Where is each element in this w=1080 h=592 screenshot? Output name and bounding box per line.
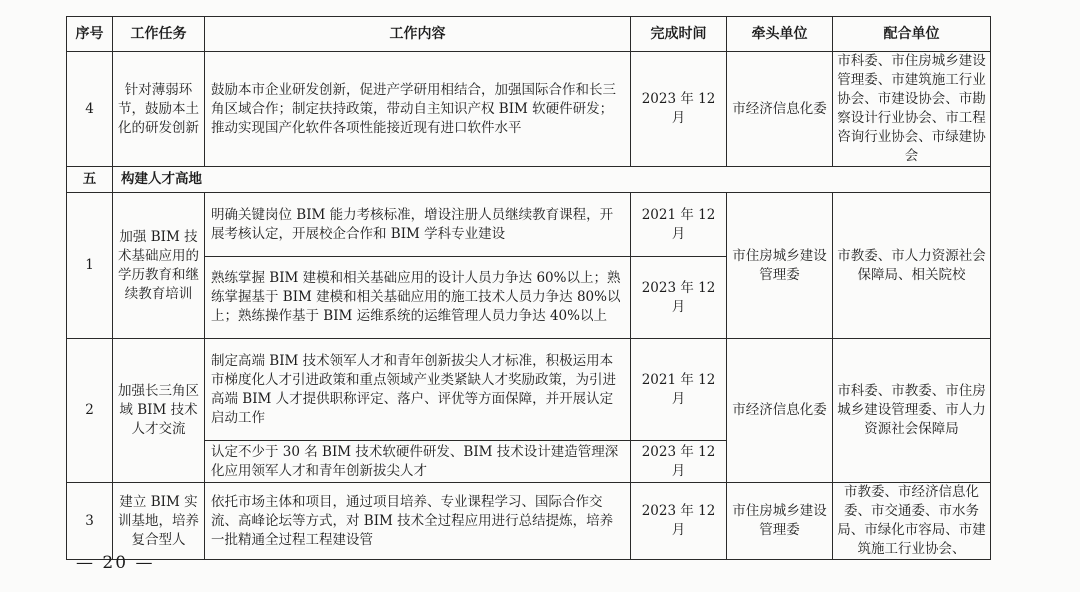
page-number: — 20 — — [76, 553, 155, 573]
table-row — [67, 483, 991, 560]
row-content-a: 制定高端 BIM 技术领军人才和青年创新拔尖人才标准，积极运用本市梯度化人才引进政策和重点领域产业类紧缺人才奖励政策，为引进高端 BIM 人才提供职称评定、落户、评优等方面保障，并开展认定启动工作 — [205, 339, 631, 441]
row-task: 针对薄弱环节，鼓励本土化的研发创新 — [113, 52, 205, 167]
row-content-b: 熟练掌握 BIM 建模和相关基础应用的设计人员力争达 60%以上；熟练掌握基于 BIM 建模和相关基础应用的施工技术人员力争达 80%以上；熟练操作基于 BIM 运维系统的运维管理人员力争达 40%以上 — [205, 257, 631, 339]
table-row — [67, 339, 991, 441]
row-content: 鼓励本市企业研发创新，促进产学研用相结合，加强国际合作和长三角区域合作；制定扶持政策，带动自主知识产权 BIM 软硬件研发；推动实现国产化软件各项性能接近现有进口软件水平 — [205, 52, 631, 167]
row-time: 2023 年 12 月 — [631, 52, 727, 167]
row-lead: 市经济信息化委 — [727, 52, 833, 167]
row-content-a: 明确关键岗位 BIM 能力考核标准，增设注册人员继续教育课程，开展考核认定，开展校企合作和 BIM 学科专业建设 — [205, 193, 631, 257]
section-num: 五 — [67, 167, 113, 193]
row-lead: 市经济信息化委 — [727, 339, 833, 483]
row-time-b: 2023 年 12 月 — [631, 257, 727, 339]
row-coop: 市科委、市住房城乡建设管理委、市建筑施工行业协会、市建设协会、市勘察设计行业协会、市工程咨询行业协会、市绿建协会 — [833, 52, 991, 167]
header-content: 工作内容 — [205, 17, 631, 52]
row-num: 4 — [67, 52, 113, 167]
row-coop: 市教委、市人力资源社会保障局、相关院校 — [833, 193, 991, 339]
section-title: 构建人才高地 — [113, 167, 991, 193]
row-content: 依托市场主体和项目，通过项目培养、专业课程学习、国际合作交流、高峰论坛等方式，对 BIM 技术全过程应用进行总结提炼，培养一批精通全过程工程建设管 — [205, 483, 631, 560]
row-coop: 市教委、市经济信息化委、市交通委、市水务局、市绿化市容局、市建筑施工行业协会、 — [833, 483, 991, 560]
row-coop: 市科委、市教委、市住房城乡建设管理委、市人力资源社会保障局 — [833, 339, 991, 483]
row-time-a: 2021 年 12 月 — [631, 339, 727, 441]
row-task: 加强长三角区域 BIM 技术人才交流 — [113, 339, 205, 483]
row-num: 3 — [67, 483, 113, 560]
row-lead: 市住房城乡建设管理委 — [727, 193, 833, 339]
header-coop: 配合单位 — [833, 17, 991, 52]
row-num: 1 — [67, 193, 113, 339]
row-time: 2023 年 12 月 — [631, 483, 727, 560]
header-lead: 牵头单位 — [727, 17, 833, 52]
row-time-a: 2021 年 12 月 — [631, 193, 727, 257]
row-task: 建立 BIM 实训基地，培养复合型人 — [113, 483, 205, 560]
row-num: 2 — [67, 339, 113, 483]
table-row — [67, 52, 991, 167]
row-task: 加强 BIM 技术基础应用的学历教育和继续教育培训 — [113, 193, 205, 339]
header-num: 序号 — [67, 17, 113, 52]
task-table — [66, 16, 991, 560]
section-row — [67, 167, 991, 193]
header-task: 工作任务 — [113, 17, 205, 52]
row-content-b: 认定不少于 30 名 BIM 技术软硬件研发、BIM 技术设计建造管理深化应用领军人才和青年创新拔尖人才 — [205, 441, 631, 483]
table-row — [67, 193, 991, 257]
header-time: 完成时间 — [631, 17, 727, 52]
row-lead: 市住房城乡建设管理委 — [727, 483, 833, 560]
header-row — [67, 17, 991, 52]
row-time-b: 2023 年 12 月 — [631, 441, 727, 483]
